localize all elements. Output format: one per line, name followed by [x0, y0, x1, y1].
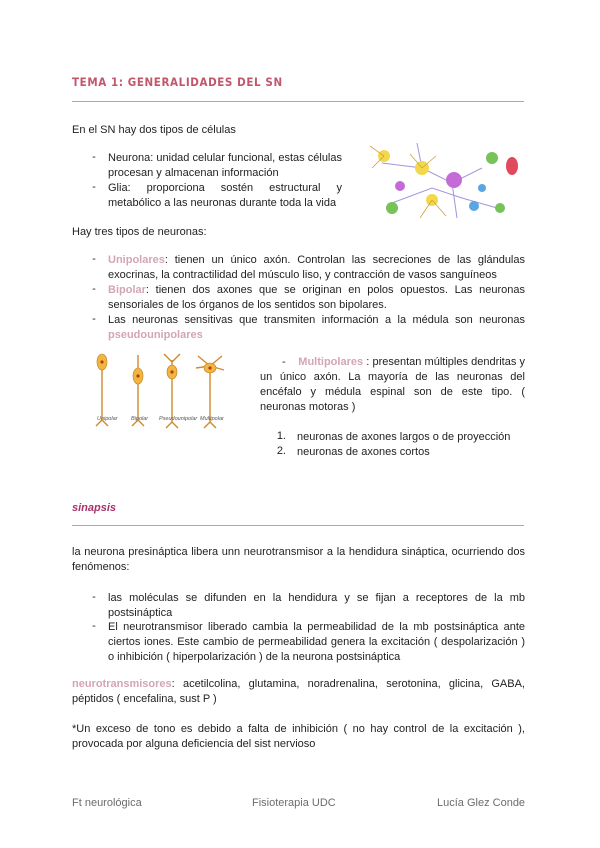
footer-right: Lucía Glez Conde	[437, 797, 526, 809]
unipolar-description: : tienen un único axón. Controlan las secreciones de las glándulas exocrinas, la contractilidad del músculo liso, y contracción de vasos sanguíneos	[108, 254, 525, 281]
numbered-item: neuronas de axones cortos	[297, 446, 430, 458]
neuron-glia-illustration	[362, 128, 524, 230]
synapse-item: El neurotransmisor liberado cambia la permeabilidad de la mb postsináptica ante ciertos iones. Este cambio de permeabilidad genera la excitación ( despolarización ) o inhibición ( hiperpolarización ) de la neurona postsináptica	[108, 621, 525, 663]
list-dash: -	[92, 151, 96, 163]
term-bipolar: Bipolar	[108, 284, 146, 296]
multipolar-dash: -	[282, 356, 299, 368]
intro-text: En el SN hay dos tipos de células	[72, 124, 236, 136]
list-item-glia: Glia: proporciona sostén estructural y metabólico a las neuronas durante toda la vida	[108, 182, 342, 209]
list-item-multipolar	[260, 355, 525, 415]
list-dash: -	[92, 181, 96, 193]
list-dash: -	[92, 591, 96, 603]
footer-left: Ft neurológica	[72, 797, 142, 809]
page-title: TEMA 1: GENERALIDADES DEL SN	[72, 75, 283, 89]
list-dash: -	[92, 253, 96, 265]
title-divider	[72, 101, 524, 102]
term-multipolares: Multipolares	[298, 356, 364, 368]
document-page: TEMA 1: GENERALIDADES DEL SN En el SN hay dos tipos de células - Neurona: unidad celular funcional, estas células procesan y almacenan información - Glia: proporciona sostén estructural y metabólico a las neuronas durante toda la vida Hay tres tipos de neuronas: - Unipolares: tienen un único axón. Controlan las secreciones de las glándulas exocrinas, la contractilidad del músculo liso, y contracción de vasos sanguíneos - Bipolar: tienen dos axones que se originan en polos opuestos. Las neuronas sensoriales de los órganos de los sentidos son bipolares. - Las neuronas sensitivas que transmiten información a la médula son neuronas pseudounipolares Unipolar Bipolar Pseudounipolar Multipolar - Multipolares : presentan múltiples dendritas y un único axón. La mayoría de las neuronas del encéfalo y médula espinal son de este tipo. ( neuronas motoras ) 1. neuronas de axones largos o de proyección 2. neuronas de axones cortos sinapsis la neurona presináptica libera unn neurotransmisor a la hendidura sináptica, ocurriendo dos fenómenos: - las moléculas se difunden en la hendidura y se fijan a receptores de la mb postsináptica - El neurotransmisor liberado cambia la permeabilidad de la mb postsináptica ante ciertos iones. Este cambio de permeabilidad genera la excitación ( despolarización ) o inhibición ( hiperpolarización ) de la neurona postsináptica neurotransmisores: acetilcolina, glutamina, noradrenalina, serotonina, glicina, GABA, péptidos ( encefalina, sust P ) *Un exceso de tono es debido a falta de inhibición ( no hay control de la excitación ), provocada por alguna deficiencia del sist nervioso Ft neurológica Fisioterapia UDC Lucía Glez Conde	[72, 75, 526, 809]
term-pseudounipolares: pseudounipolares	[108, 329, 203, 341]
term-neurotransmisores: neurotransmisores	[72, 678, 172, 690]
list-item-neurona: Neurona: unidad celular funcional, estas células procesan y almacenan información	[108, 152, 342, 179]
caption-pseudounipolar: Pseudounipolar	[159, 416, 198, 422]
list-dash: -	[92, 313, 96, 325]
footer-center: Fisioterapia UDC	[252, 797, 336, 809]
neurotransmitters-list: : acetilcolina, glutamina, noradrenalina, serotonina, glicina, GABA, péptidos ( encefalina, sust P )	[72, 678, 525, 705]
list-item-pseudounipolar	[108, 313, 525, 343]
synapse-intro: la neurona presináptica libera unn neurotransmisor a la hendidura sináptica, ocurriendo dos fenómenos:	[72, 546, 525, 573]
neurotransmitters-paragraph	[72, 677, 525, 707]
caption-bipolar: Bipolar	[131, 416, 149, 422]
caption-multipolar: Multipolar	[200, 416, 224, 422]
numbered-item: neuronas de axones largos o de proyección	[297, 431, 511, 443]
section-divider	[72, 525, 524, 526]
bipolar-description: : tienen dos axones que se originan en polos opuestos. Las neuronas sensoriales de los órganos de los sentidos son bipolares.	[108, 284, 525, 311]
list-item-unipolar	[108, 253, 525, 283]
list-item-bipolar	[108, 283, 525, 313]
list-dash: -	[92, 620, 96, 632]
caption-unipolar: Unipolar	[97, 416, 118, 422]
list-dash: -	[92, 283, 96, 295]
multipolar-description: : presentan múltiples dendritas y un único axón. La mayoría de las neuronas del encéfalo y médula espinal son de este tipo. ( neuronas motoras )	[260, 356, 526, 413]
section-heading-sinapsis: sinapsis	[72, 502, 117, 514]
term-unipolares: Unipolares	[108, 254, 165, 266]
synapse-item: las moléculas se difunden en la hendidura y se fijan a receptores de la mb postsináptica	[108, 592, 525, 619]
pseudo-description: Las neuronas sensitivas que transmiten información a la médula son neuronas	[108, 314, 525, 326]
neuron-types-intro: Hay tres tipos de neuronas:	[72, 226, 207, 238]
note-paragraph: *Un exceso de tono es debido a falta de inhibición ( no hay control de la excitación ), provocada por alguna deficiencia del sist nervioso	[72, 723, 525, 750]
